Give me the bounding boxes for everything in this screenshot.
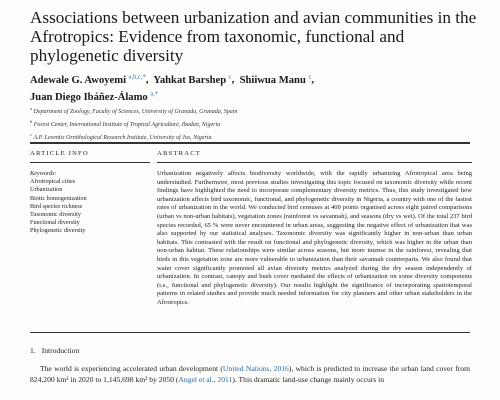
citation-link[interactable]: Angel et al., 2011 — [178, 374, 233, 384]
citation-link[interactable]: United Nations, 2016 — [222, 364, 289, 373]
author-marks: a,* — [150, 90, 159, 98]
keyword-item: Phylogenetic diversity — [30, 227, 86, 235]
affiliation-c: $^c$ A.P. Leventis Ornithological Research Institute, University of Jos, Nigeria — [30, 132, 212, 141]
author-2[interactable] — [153, 75, 231, 86]
author-name: Adewale G. Awoyemi — [30, 74, 127, 86]
keyword-item: Functional diversity — [30, 219, 80, 227]
section-title: Introduction — [41, 346, 80, 355]
section-number: 1. — [30, 346, 36, 355]
author-marks: c — [228, 73, 232, 80]
keywords-block — [30, 170, 150, 236]
author-4[interactable] — [30, 92, 158, 103]
author-marks: c — [308, 73, 312, 80]
introduction-paragraph: The world is experiencing accelerated urban development (United Nations, 2016), which is predicted to increase the urban land cover from 824,200 km² in 2020 to 1,145,698 km² by 2050 (Angel et al., 2011). This dramatic land-use change mainly occurs in — [30, 364, 470, 384]
abstract-text: Urbanization negatively affects biodiversity worldwide, with the rapidly urbanizing Afrotropical area being understudied. Furthermore, most previous studies investigating this topic focused on taxonomic diversity while recent findings have highlighted the need to incorporate complementary diversity metrics. Thus, this study investigated how urbanization affects bird taxonomic, functional, and phylogenetic diversity in Nigeria, a country with one of the fastest rates of urbanization in the world. We conducted bird censuses at 400 points organised across eight paired comparisons (urban vs non-urban habitats), vegetation zones (rainforest vs savannah), and seasons (dry vs wet). Of the total 237 bird species recorded, 65 % were never encountered in urban areas, suggesting the negative effect of urbanization that was also supported by our statistical analyses. Taxonomic diversity was significantly higher in non-urban than urban habitats. This contrasted with the result on functional and phylogenetic diversity, which was higher in the urban than non-urban habitat. These relationships were similar across seasons, but more intense in the rainforest, revealing that birds in this vegetation zone are more vulnerable to urbanization than their savannah counterparts. We also found that water cover significantly promoted all avian diversity metrics analyzed during the dry season independently of urbanization. In contrast, canopy and bush cover mediated the effects of urbanization on some diversity components (i.e., functional and phylogenetic diversity). Our results highlight the significance of incorporating spatiotemporal patterns in related studies and provide much needed information for city planners and other urban stakeholders in the Afrotropics. — [157, 170, 472, 306]
keyword-item: Taxonomic diversity — [30, 211, 81, 219]
affiliation-b: $^b$ Forest Center, International Institute of Tropical Agriculture, Ibadan, Nigeria — [30, 119, 221, 128]
section-heading-introduction — [30, 346, 79, 355]
author-marks: a,b,c,* — [128, 73, 146, 80]
author-name: Juan Diego Ibáñez-Álamo — [30, 92, 148, 104]
author-name: Shiiwua Manu — [239, 74, 306, 86]
bottom-divider — [30, 332, 470, 333]
article-info-heading: ARTICLE INFO — [30, 150, 89, 157]
article-info-divider — [30, 162, 150, 163]
keyword-item: Afrotropical cities — [30, 178, 76, 186]
author-1[interactable] — [30, 75, 146, 86]
top-divider — [30, 142, 470, 144]
abstract-divider — [157, 162, 472, 163]
keyword-item: Urbanization — [30, 186, 63, 194]
author-name: Yahkat Barshep — [153, 74, 227, 86]
abstract-heading: ABSTRACT — [157, 150, 202, 157]
keyword-item: Bird species richness — [30, 202, 83, 210]
keywords-label: Keywords: — [30, 170, 57, 177]
affiliation-a: $^a$ Department of Zoology, Faculty of Sciences, University of Granada, Granada, Spain — [30, 106, 238, 115]
keyword-item: Biotic homogenization — [30, 194, 87, 202]
author-list: Adewale G. Awoyemi $^{a,b,c,*}$, Yahkat Barshep $^c$, Shiiwua Manu $^c$, Juan Diego Ibáñez-Álamo $^{a,*}$ — [30, 73, 315, 104]
paper-title: Associations between urbanization and avian communities in the Afrotropics: Evidence from taxonomic, functional and phylogenetic diversity — [30, 8, 477, 65]
author-3[interactable] — [240, 75, 312, 86]
affiliation-list — [30, 104, 480, 143]
